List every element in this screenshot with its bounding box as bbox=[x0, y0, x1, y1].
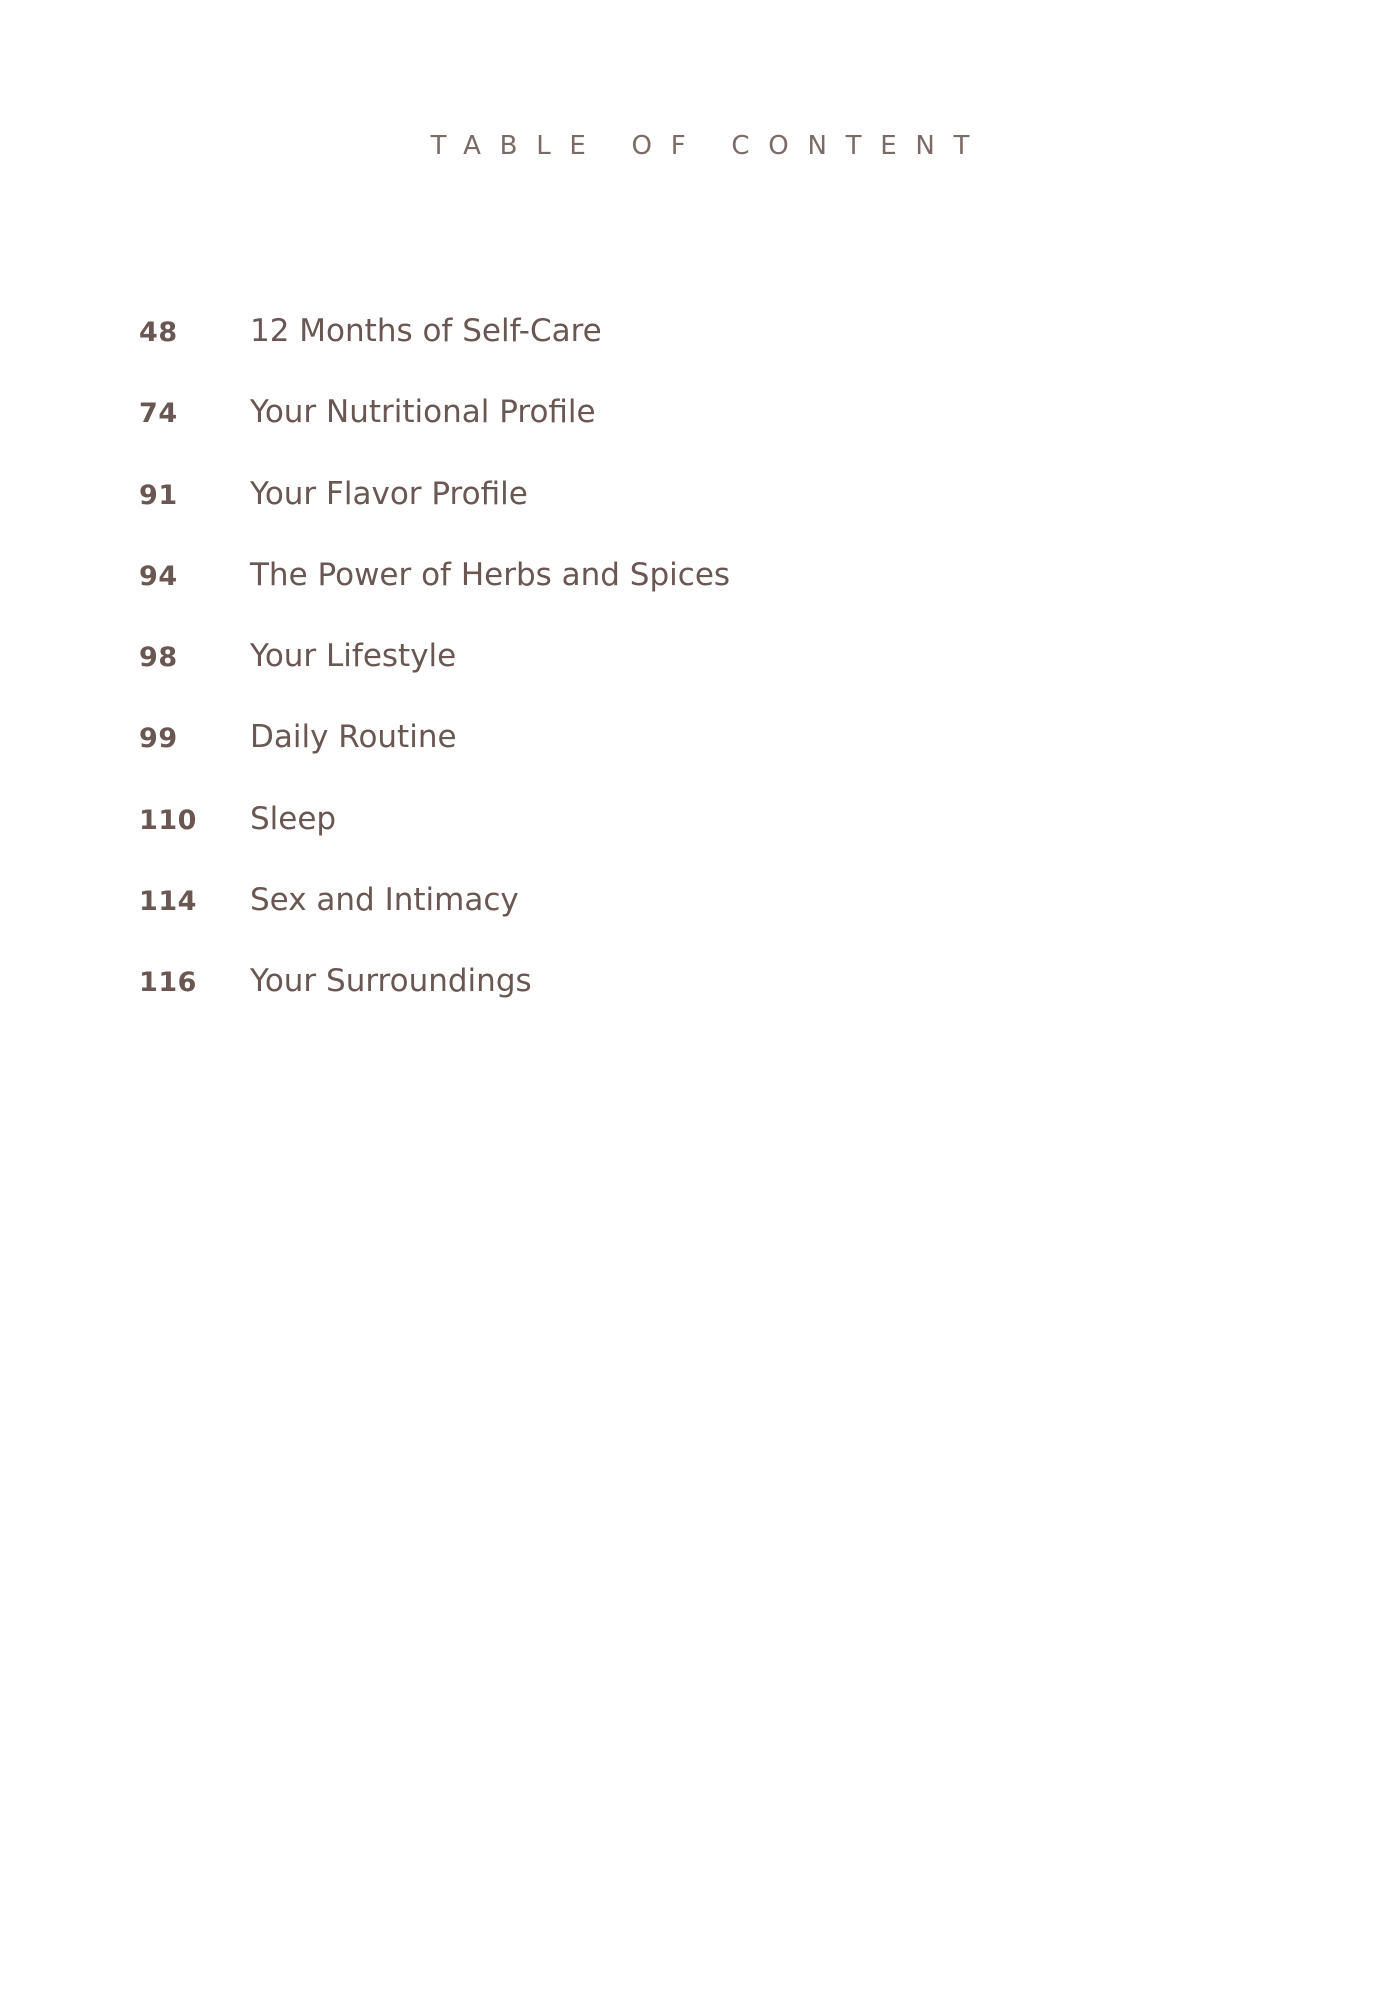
toc-entry-title: Your Flavor Profile bbox=[250, 475, 528, 512]
toc-entry bbox=[139, 719, 1239, 800]
toc-entry bbox=[139, 557, 1239, 638]
toc-entry bbox=[139, 313, 1239, 394]
toc-page-number: 116 bbox=[139, 967, 197, 999]
toc-page-number: 99 bbox=[139, 723, 178, 755]
toc-entry bbox=[139, 882, 1239, 963]
toc-page-number: 48 bbox=[139, 317, 178, 348]
toc-entry-title: Your Nutritional Profile bbox=[250, 394, 596, 431]
toc-entry-title: 12 Months of Self-Care bbox=[250, 313, 602, 349]
table-of-contents-list bbox=[139, 313, 1239, 1045]
toc-entry bbox=[139, 963, 1239, 1044]
toc-page-number: 114 bbox=[139, 886, 197, 918]
toc-page-number: 94 bbox=[139, 560, 178, 592]
toc-entry-title: Daily Routine bbox=[250, 719, 457, 756]
toc-entry bbox=[139, 476, 1239, 557]
toc-entry-title: Sex and Intimacy bbox=[250, 882, 519, 919]
toc-entry bbox=[139, 638, 1239, 719]
toc-entry bbox=[139, 801, 1239, 882]
toc-page-number: 74 bbox=[139, 398, 178, 430]
toc-entry bbox=[139, 394, 1239, 475]
toc-entry-title: Your Lifestyle bbox=[250, 638, 457, 675]
toc-page-number: 91 bbox=[139, 479, 178, 511]
toc-page-number: 98 bbox=[139, 642, 178, 674]
toc-page-number: 110 bbox=[139, 804, 197, 836]
toc-entry-title: Sleep bbox=[250, 800, 337, 837]
page-title: TABLE OF CONTENT bbox=[430, 131, 989, 161]
toc-entry-title: The Power of Herbs and Spices bbox=[250, 556, 731, 593]
toc-entry-title: Your Surroundings bbox=[250, 963, 532, 1000]
